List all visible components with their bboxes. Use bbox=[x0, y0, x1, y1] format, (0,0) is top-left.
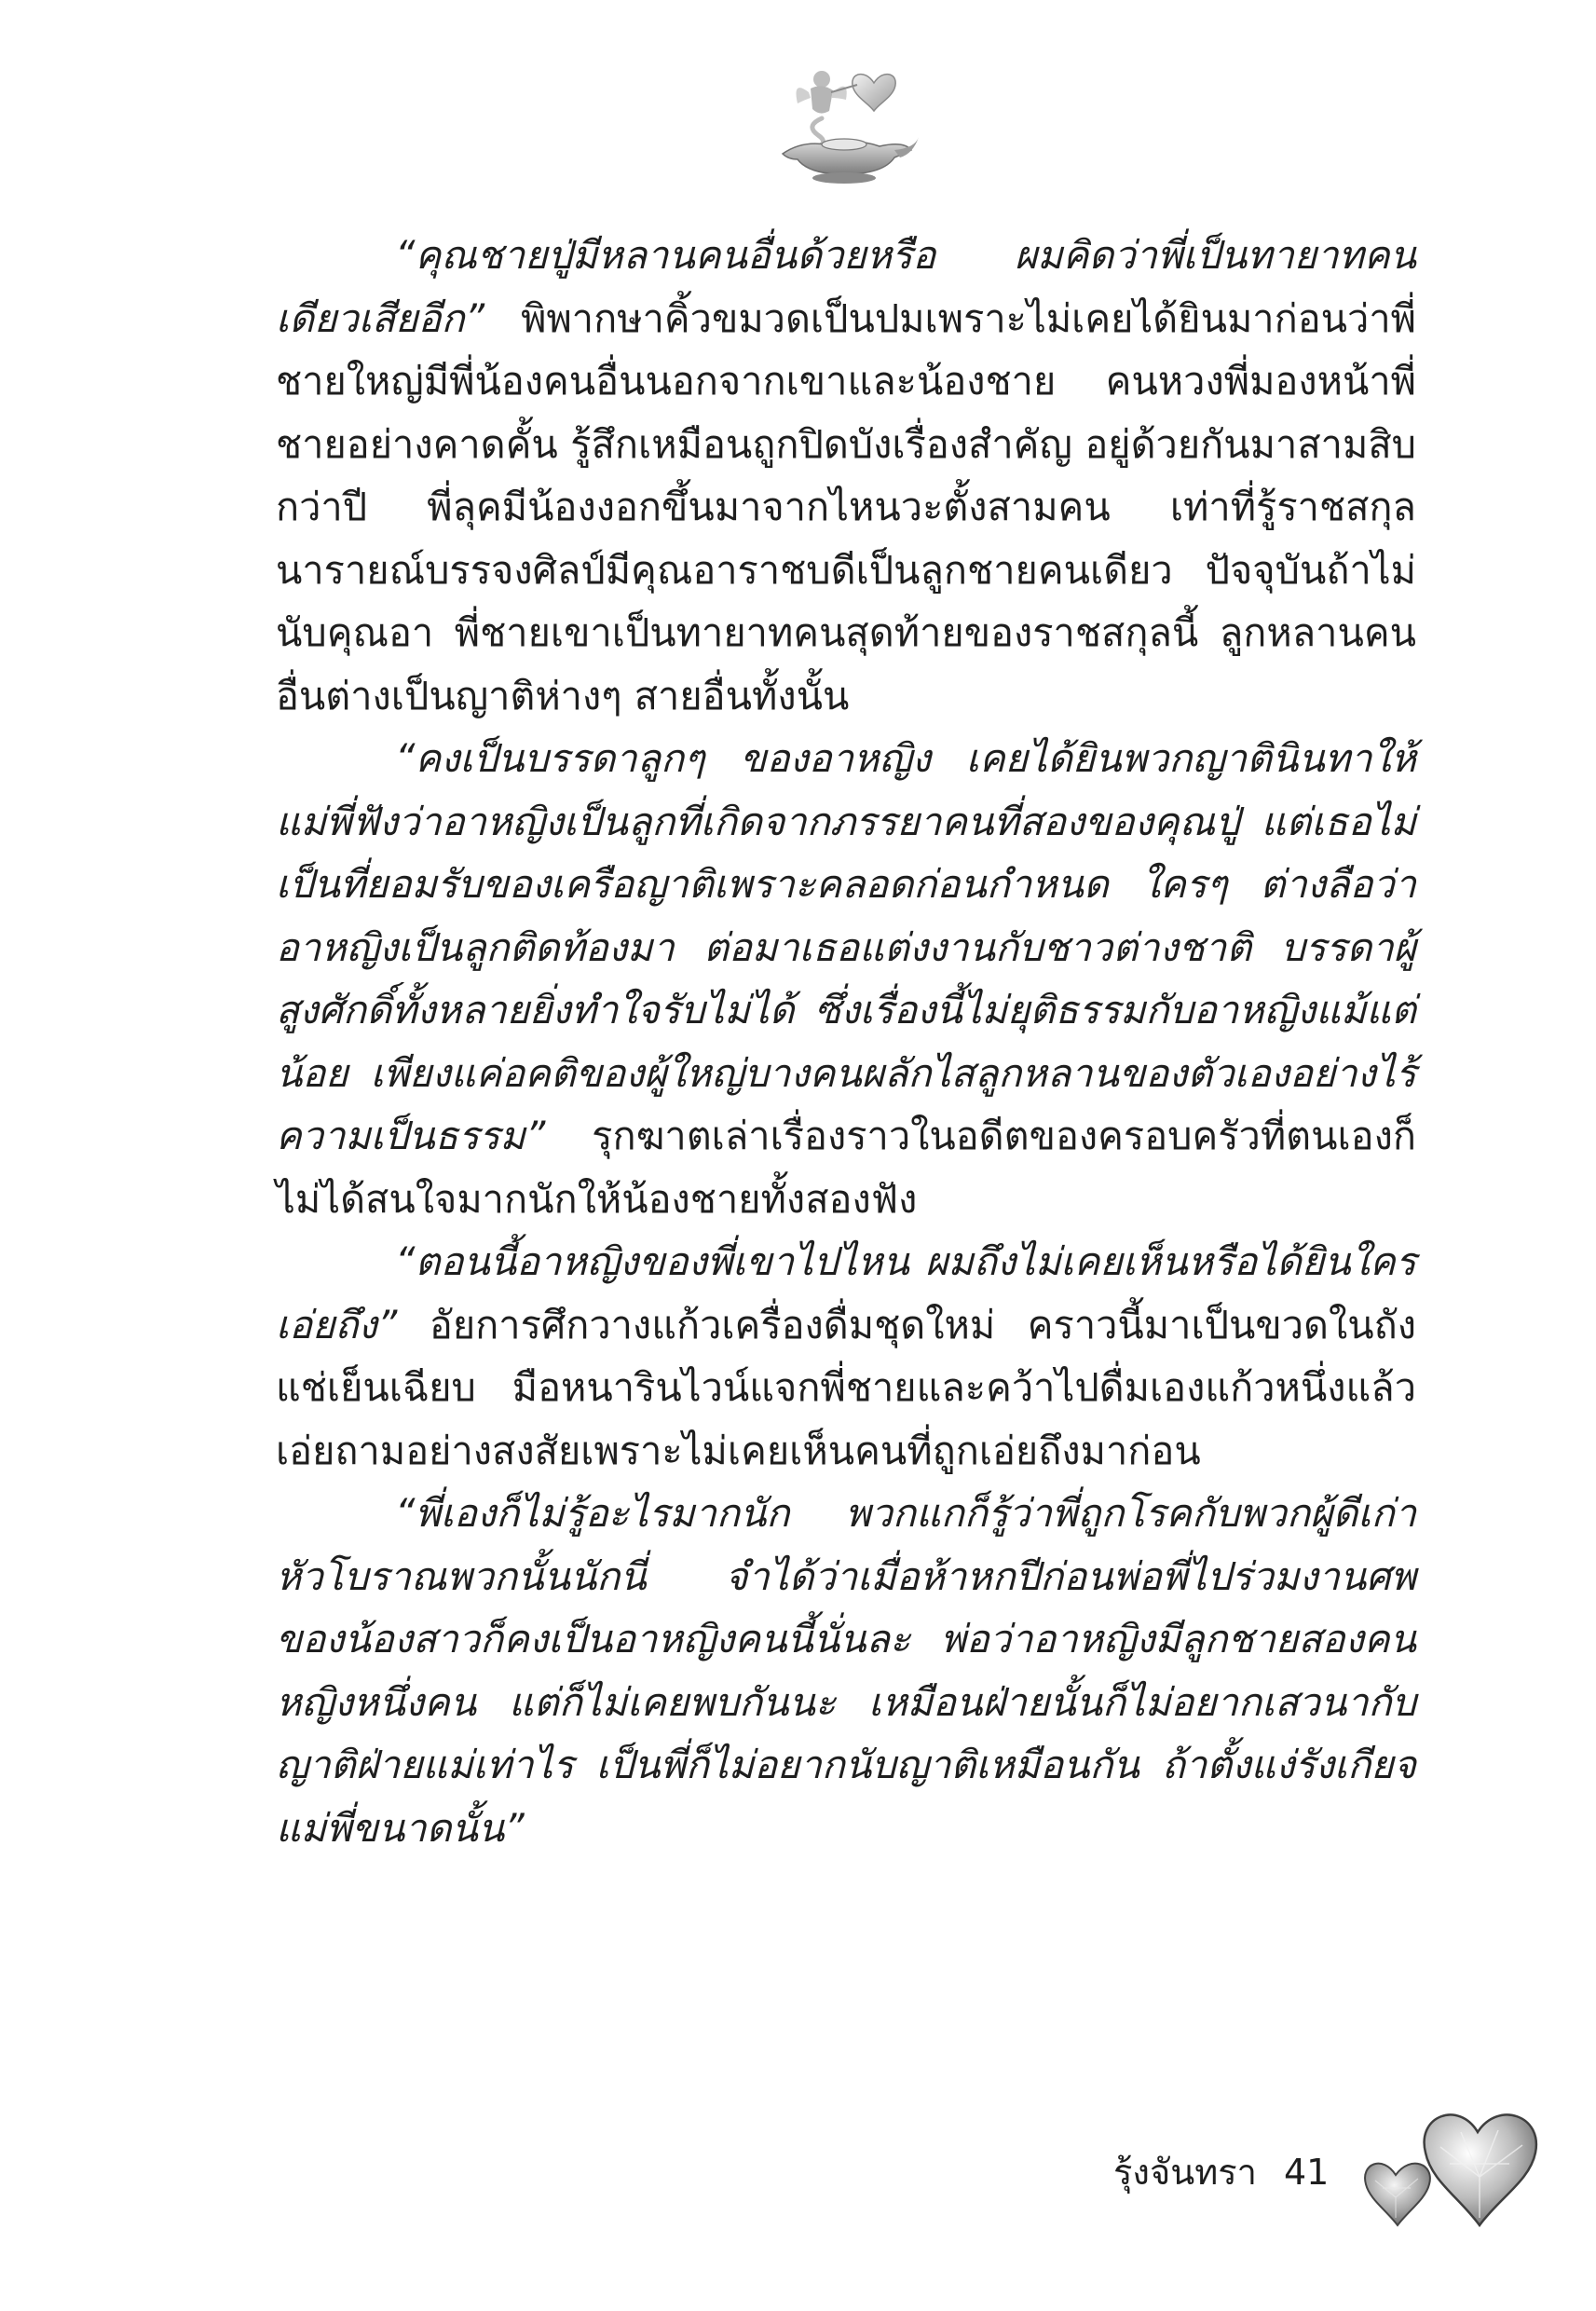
dialogue-text: “คุณชายปู่มีหลานคนอื่นด้วยหรือ ผมคิดว่าพี่เป็นทายาทคนเดียวเสียอีก” bbox=[276, 232, 1416, 341]
dialogue-text: “พี่เองก็ไม่รู้อะไรมากนัก พวกแกก็รู้ว่าพี่ถูกโรคกับพวกผู้ดีเก่าหัวโบราณพวกนั้นนักนี่ จำได้ว่าเมื่อห้าหกปีก่อนพ่อพี่ไปร่วมงานศพของน้องสาวก็คงเป็นอาหญิงคนนี้นั่นละ พ่อว่าอาหญิงมีลูกชายสองคนหญิงหนึ่งคน แต่ก็ไม่เคยพบกันนะ เหมือนฝ่ายนั้นก็ไม่อยากเสวนากับญาติฝ่ายแม่เท่าไร เป็นพี่ก็ไม่อยากนับญาติเหมือนกัน ถ้าตั้งแง่รังเกียจแม่พี่ขนาดนั้น” bbox=[276, 1490, 1416, 1851]
paragraph bbox=[276, 1482, 1416, 1859]
narration-text: อัยการศึกวางแก้วเครื่องดื่มชุดใหม่ คราวนี้มาเป็นขวดในถังแช่เย็นเฉียบ มือหนารินไวน์แจกพี่ชายและคว้าไปดื่มเองแก้วหนึ่งแล้วเอ่ยถามอย่างสงสัยเพราะไม่เคยเห็นคนที่ถูกเอ่ยถึงมาก่อน bbox=[276, 1301, 1416, 1473]
narration-text: พิพากษาคิ้วขมวดเป็นปมเพราะไม่เคยได้ยินมาก่อนว่าพี่ชายใหญ่มีพี่น้องคนอื่นนอกจากเขาและน้องชาย คนหวงพี่มองหน้าพี่ชายอย่างคาดคั้น รู้สึกเหมือนถูกปิดบังเรื่องสำคัญ อยู่ด้วยกันมาสามสิบกว่าปี พี่ลุคมีน้องงอกขึ้นมาจากไหนวะตั้งสามคน เท่าที่รู้ราชสกุลนารายณ์บรรจงศิลป์มีคุณอาราชบดีเป็นลูกชายคนเดียว ปัจจุบันถ้าไม่นับคุณอา พี่ชายเขาเป็นทายาทคนสุดท้ายของราชสกุลนี้ ลูกหลานคนอื่นต่างเป็นญาติห่างๆ สายอื่นทั้งนั้น bbox=[276, 294, 1416, 718]
narration-text: รุกฆาตเล่าเรื่องราวในอดีตของครอบครัวที่ตนเองก็ไม่ได้สนใจมากนักให้น้องชายทั้งสองฟัง bbox=[276, 1113, 1416, 1222]
page-number: 41 bbox=[1284, 2152, 1330, 2193]
crystal-hearts-icon bbox=[1358, 2095, 1545, 2235]
dialogue-text: “ตอนนี้อาหญิงของพี่เขาไปไหน ผมถึงไม่เคยเห็นหรือได้ยินใครเอ่ยถึง” bbox=[276, 1238, 1416, 1347]
body-text bbox=[276, 224, 1416, 1859]
cupid-genie-lamp-icon bbox=[764, 51, 922, 186]
paragraph bbox=[276, 727, 1416, 1230]
dialogue-text: “คงเป็นบรรดาลูกๆ ของอาหญิง เคยได้ยินพวกญาตินินทาให้แม่พี่ฟังว่าอาหญิงเป็นลูกที่เกิดจากภรรยาคนที่สองของคุณปู่ แต่เธอไม่เป็นที่ยอมรับของเครือญาติเพราะคลอดก่อนกำหนด ใครๆ ต่างลือว่าอาหญิงเป็นลูกติดท้องมา ต่อมาเธอแต่งงานกับชาวต่างชาติ บรรดาผู้สูงศักดิ์ทั้งหลายยิ่งทำใจรับไม่ได้ ซึ่งเรื่องนี้ไม่ยุติธรรมกับอาหญิงแม้แต่น้อย เพียงแค่อคติของผู้ใหญ่บางคนผลักไสลูกหลานของตัวเองอย่างไร้ความเป็นธรรม” bbox=[276, 735, 1416, 1158]
paragraph bbox=[276, 224, 1416, 727]
book-title: รุ้งจันทรา bbox=[1113, 2152, 1258, 2193]
paragraph bbox=[276, 1230, 1416, 1482]
